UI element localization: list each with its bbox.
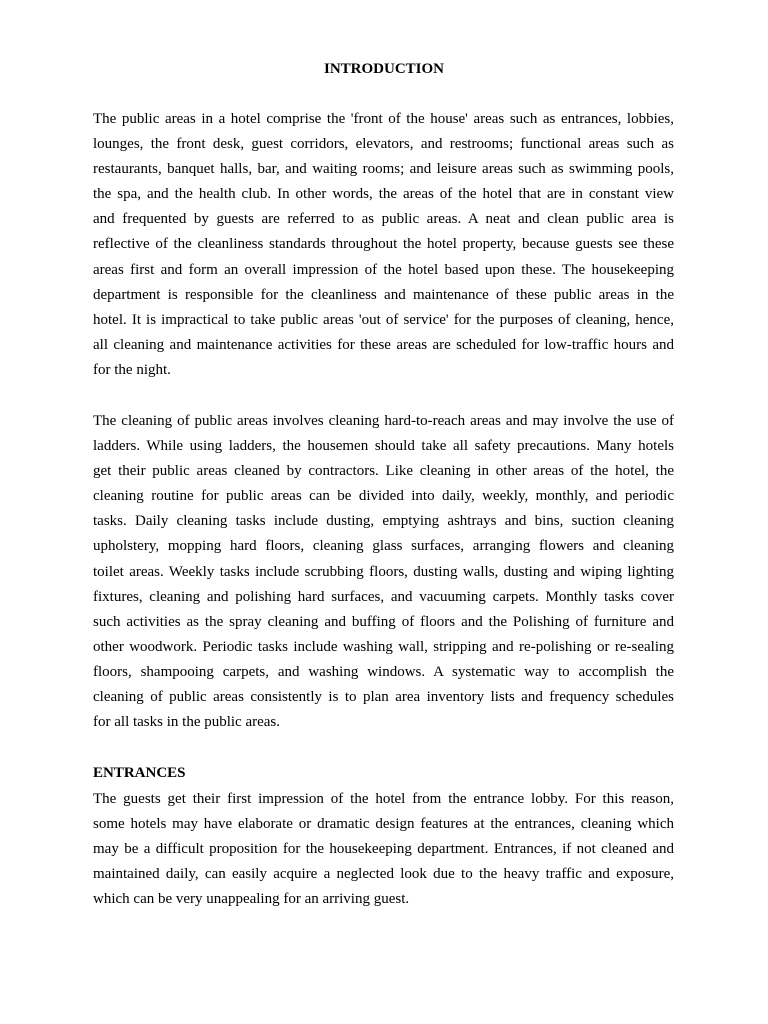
text-line: get their public areas cleaned by contractors. Like cleaning in other areas of the hotel, the: [93, 463, 674, 480]
text-line: The guests get their first impression of the hotel from the entrance lobby. For this reason,: [93, 791, 674, 807]
section-heading-entrances: ENTRANCES: [93, 765, 186, 781]
text-line: and frequented by guests are referred to as public areas. A neat and clean public area is: [93, 211, 674, 228]
text-line: fixtures, cleaning and polishing hard surfaces, and vacuuming carpets. Monthly tasks cover: [93, 588, 674, 605]
text-line: The cleaning of public areas involves cleaning hard-to-reach areas and may involve the use of: [93, 413, 674, 429]
text-line: hotel. It is impractical to take public areas 'out of service' for the purposes of cleaning, hence,: [93, 311, 674, 328]
paragraph-cleaning-routine: [93, 409, 674, 735]
text-line: restaurants, banquet halls, bar, and waiting rooms; and leisure areas such as swimming pools,: [93, 161, 674, 178]
text-line: upholstery, mopping hard floors, cleaning glass surfaces, arranging flowers and cleaning: [93, 538, 674, 555]
text-line: floors, shampooing carpets, and washing windows. A systematic way to accomplish the: [93, 663, 674, 680]
text-line: tasks. Daily cleaning tasks include dusting, emptying ashtrays and bins, suction cleaning: [93, 513, 674, 530]
text-line: maintained daily, can easily acquire a neglected look due to the heavy traffic and exposure,: [93, 866, 674, 883]
paragraph-entrances: [93, 787, 674, 912]
text-line: which can be very unappealing for an arriving guest.: [93, 891, 410, 908]
text-line: may be a difficult proposition for the housekeeping department. Entrances, if not cleaned and: [93, 841, 674, 858]
text-line: the spa, and the health club. In other words, the areas of the hotel that are in constant view: [93, 186, 674, 203]
text-line: ladders. While using ladders, the housemen should take all safety precautions. Many hotels: [93, 438, 674, 455]
text-line: some hotels may have elaborate or dramatic design features at the entrances, cleaning which: [93, 816, 674, 833]
text-line: for the night.: [93, 361, 171, 378]
text-line: all cleaning and maintenance activities for these areas are scheduled for low-traffic hours and: [93, 336, 674, 353]
text-line: department is responsible for the cleanliness and maintenance of these public areas in the: [93, 286, 674, 303]
paragraph-introduction: [93, 107, 674, 383]
text-line: other woodwork. Periodic tasks include washing wall, stripping and re-polishing or re-sealing: [93, 638, 674, 655]
text-line: cleaning of public areas consistently is to plan area inventory lists and frequency schedules: [93, 689, 674, 706]
text-line: The public areas in a hotel comprise the 'front of the house' areas such as entrances, lobbies,: [93, 111, 674, 127]
text-line: such activities as the spray cleaning and buffing of floors and the Polishing of furniture and: [93, 613, 674, 630]
text-line: lounges, the front desk, guest corridors, elevators, and restrooms; functional areas such as: [93, 136, 674, 153]
text-line: toilet areas. Weekly tasks include scrubbing floors, dusting walls, dusting and wiping lighting: [93, 563, 674, 580]
text-line: for all tasks in the public areas.: [93, 714, 281, 731]
text-line: cleaning routine for public areas can be divided into daily, weekly, monthly, and periodic: [93, 488, 674, 505]
text-line: areas first and form an overall impression of the hotel based upon these. The housekeeping: [93, 261, 674, 278]
text-line: reflective of the cleanliness standards throughout the hotel property, because guests see these: [93, 236, 674, 253]
page-title: INTRODUCTION: [323, 61, 444, 77]
